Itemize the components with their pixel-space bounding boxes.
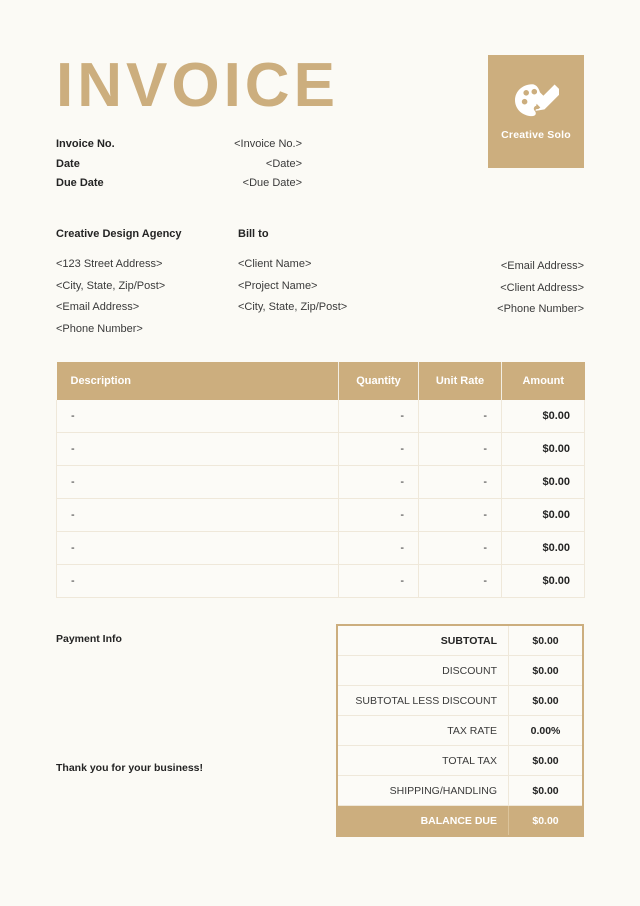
cell-unit-rate[interactable]: - bbox=[419, 433, 502, 466]
sender-city[interactable]: <City, State, Zip/Post> bbox=[56, 279, 166, 292]
client-address[interactable]: <Client Address> bbox=[500, 281, 584, 294]
cell-quantity[interactable]: - bbox=[339, 565, 419, 598]
meta-row-due-date bbox=[56, 174, 302, 194]
totals-value-tax-rate[interactable]: 0.00% bbox=[509, 716, 584, 746]
cell-unit-rate[interactable]: - bbox=[419, 532, 502, 565]
totals-value-shipping-handling[interactable]: $0.00 bbox=[509, 776, 584, 806]
cell-unit-rate[interactable]: - bbox=[419, 400, 502, 433]
totals-value-discount[interactable]: $0.00 bbox=[509, 656, 584, 686]
client-phone[interactable]: <Phone Number> bbox=[497, 303, 584, 315]
parties-section bbox=[56, 228, 584, 340]
totals-label-subtotal: SUBTOTAL bbox=[337, 625, 509, 656]
cell-amount: $0.00 bbox=[502, 400, 585, 433]
meta-row-date bbox=[56, 155, 302, 175]
cell-quantity[interactable]: - bbox=[339, 466, 419, 499]
totals-table bbox=[336, 624, 584, 837]
totals-row-balance-due bbox=[337, 806, 583, 837]
totals-label-discount: DISCOUNT bbox=[337, 656, 509, 686]
totals-value-subtotal-less-discount: $0.00 bbox=[509, 686, 584, 716]
client-contact-block bbox=[398, 228, 584, 340]
column-header-amount: Amount bbox=[502, 362, 585, 400]
totals-row-subtotal-less-discount bbox=[337, 686, 583, 716]
meta-label: Date bbox=[56, 157, 80, 170]
meta-row-invoice-no bbox=[56, 135, 302, 155]
totals-row-tax-rate bbox=[337, 716, 583, 746]
totals-label-tax-rate: TAX RATE bbox=[337, 716, 509, 746]
table-row bbox=[57, 400, 585, 433]
column-header-unit-rate: Unit Rate bbox=[419, 362, 502, 400]
meta-label: Invoice No. bbox=[56, 138, 115, 150]
billto-block bbox=[238, 228, 398, 340]
cell-amount: $0.00 bbox=[502, 565, 585, 598]
invoice-meta bbox=[56, 135, 302, 194]
cell-description[interactable]: - bbox=[57, 400, 339, 433]
cell-amount: $0.00 bbox=[502, 433, 585, 466]
totals-row-discount bbox=[337, 656, 583, 686]
client-name[interactable]: <Client Name> bbox=[238, 258, 312, 270]
cell-amount: $0.00 bbox=[502, 532, 585, 565]
sender-street[interactable]: <123 Street Address> bbox=[56, 258, 163, 270]
totals-value-subtotal: $0.00 bbox=[509, 625, 584, 656]
sender-block bbox=[56, 228, 238, 340]
sender-email[interactable]: <Email Address> bbox=[56, 301, 140, 313]
totals-value-total-tax: $0.00 bbox=[509, 746, 584, 776]
cell-unit-rate[interactable]: - bbox=[419, 565, 502, 598]
totals-label-subtotal-less-discount: SUBTOTAL LESS DISCOUNT bbox=[337, 686, 509, 716]
cell-description[interactable]: - bbox=[57, 466, 339, 499]
billto-heading: Bill to bbox=[238, 228, 269, 240]
cell-quantity[interactable]: - bbox=[339, 499, 419, 532]
meta-value-invoice-no[interactable]: <Invoice No.> bbox=[234, 138, 302, 150]
cell-quantity[interactable]: - bbox=[339, 433, 419, 466]
cell-quantity[interactable]: - bbox=[339, 400, 419, 433]
totals-value-balance-due: $0.00 bbox=[509, 806, 584, 837]
page-title: INVOICE bbox=[56, 51, 339, 120]
table-row bbox=[57, 466, 585, 499]
totals-row-total-tax bbox=[337, 746, 583, 776]
cell-description[interactable]: - bbox=[57, 532, 339, 565]
company-logo bbox=[488, 55, 584, 168]
sender-phone[interactable]: <Phone Number> bbox=[56, 322, 143, 335]
table-header-row bbox=[57, 362, 585, 400]
meta-value-date[interactable]: <Date> bbox=[265, 157, 302, 170]
client-city[interactable]: <City, State, Zip/Post> bbox=[238, 301, 348, 313]
line-items-table bbox=[56, 362, 585, 598]
totals-label-total-tax: TOTAL TAX bbox=[337, 746, 509, 776]
palette-brush-icon bbox=[513, 82, 559, 122]
logo-label: Creative Solo bbox=[501, 129, 571, 141]
totals-row-shipping-handling bbox=[337, 776, 583, 806]
totals-label-shipping-handling: SHIPPING/HANDLING bbox=[337, 776, 509, 806]
table-row bbox=[57, 499, 585, 532]
totals-row-subtotal bbox=[337, 625, 583, 656]
payment-info-label: Payment Info bbox=[56, 633, 122, 645]
meta-value-due-date[interactable]: <Due Date> bbox=[242, 177, 302, 189]
cell-description[interactable]: - bbox=[57, 433, 339, 466]
cell-unit-rate[interactable]: - bbox=[419, 499, 502, 532]
cell-unit-rate[interactable]: - bbox=[419, 466, 502, 499]
cell-description[interactable]: - bbox=[57, 499, 339, 532]
project-name[interactable]: <Project Name> bbox=[238, 279, 318, 292]
table-row bbox=[57, 433, 585, 466]
cell-description[interactable]: - bbox=[57, 565, 339, 598]
cell-quantity[interactable]: - bbox=[339, 532, 419, 565]
column-header-description: Description bbox=[57, 362, 339, 400]
table-row bbox=[57, 565, 585, 598]
column-header-quantity: Quantity bbox=[339, 362, 419, 400]
cell-amount: $0.00 bbox=[502, 466, 585, 499]
thank-you-message: Thank you for your business! bbox=[56, 762, 204, 774]
table-row bbox=[57, 532, 585, 565]
sender-name: Creative Design Agency bbox=[56, 228, 182, 240]
meta-label: Due Date bbox=[56, 177, 104, 189]
cell-amount: $0.00 bbox=[502, 499, 585, 532]
totals-label-balance-due: BALANCE DUE bbox=[337, 806, 509, 837]
client-email[interactable]: <Email Address> bbox=[500, 260, 584, 272]
